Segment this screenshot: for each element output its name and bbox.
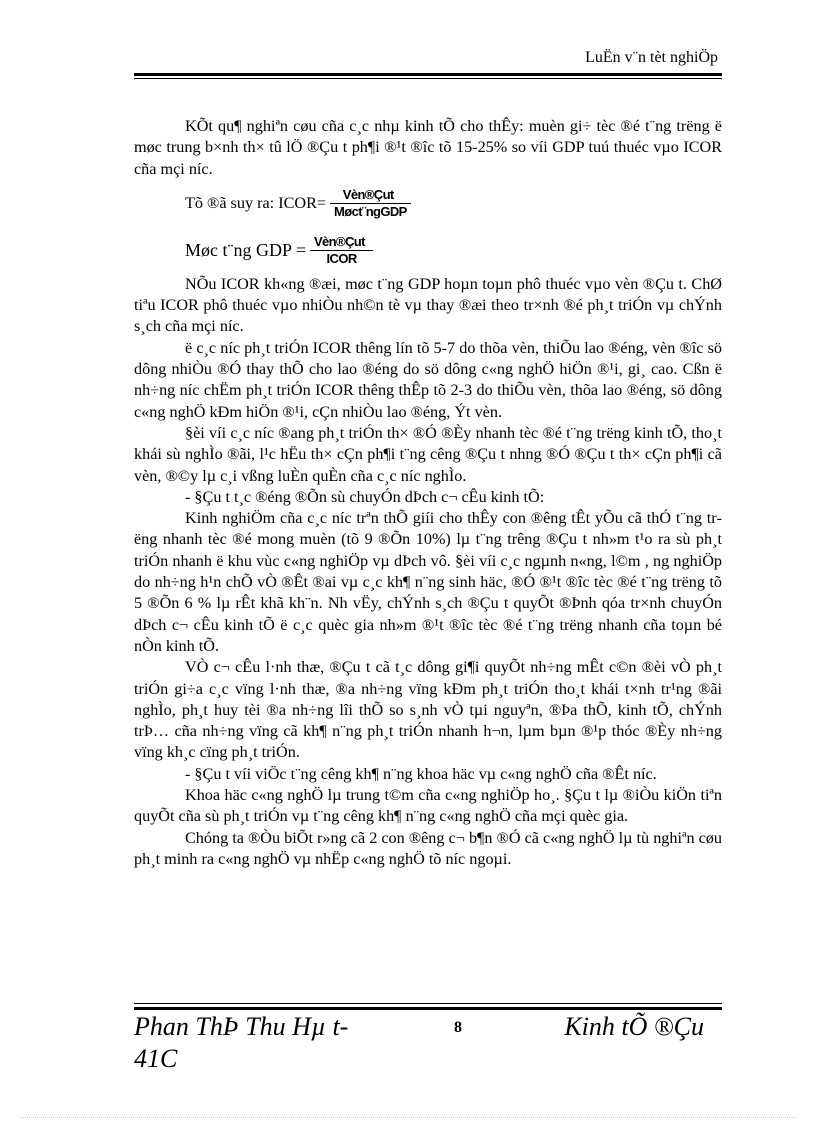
footer [134, 1011, 722, 1081]
paragraph-4: §èi víi c¸c níc ®ang ph¸t triÓn th× ®Ó ®Èy nhanh tèc ®é t¨ng trëng kinh tÕ, tho¸t khái sù nghÌo ®ãi, l¹c hËu th× cÇn ph¶i t¨ng cêng ®Çu t nhng ®Ó ®Çu t th× cÇn ph¶i cã vèn, ®©y lµ c¸i vßng luÈn quÈn cña c¸c níc nghÌo. [134, 423, 722, 485]
paragraph-5: Kinh nghiÖm cña c¸c níc trªn thÕ giíi cho thÊy con ®êng tÊt yÕu cã thÓ t¨ng trëng nhanh tèc ®é mong muèn (tõ 9 ®Õn 10%) lµ t¨ng trêng ®Çu t nh»m t¹o ra sù ph¸t triÓn nhanh ë khu vùc c«ng nghiÖp vµ dÞch vô. §èi víi c¸c ngµnh n«ng, l©m , ng nghiÖp do nh÷ng h¹n chÕ vÒ ®Êt ®ai vµ c¸c kh¶ n¨ng sinh häc, ®Ó ®¹t ®îc tèc ®é t¨ng trëng tõ 5 ®Õn 6 % lµ rÊt khã kh¨n. Nh vËy, chÝnh s¸ch ®Çu t quyÕt ®Þnh qóa tr×nh chuyÓn dÞch c¬ cÊu kinh tÕ ë c¸c quèc gia nh»m ®¹t ®îc tèc ®é t¨ng trëng nhanh cña toµn bé nÒn kinh tÕ. [134, 509, 722, 655]
formula-icor [185, 180, 722, 228]
page-number: 8 [454, 1019, 462, 1036]
formula-icor-fraction [330, 187, 411, 220]
paragraph-6: VÒ c¬ cÊu l·nh thæ, ®Çu t cã t¸c dông gi¶i quyÕt nh÷ng mÊt c©n ®èi vÒ ph¸t triÓn gi÷a c¸c vïng l·nh thæ, ®a nh÷ng vïng kÐm ph¸t triÓn tho¸t khái t×nh tr¹ng ®ãi nghÌo, ph¸t huy tèi ®a nh÷ng lîi thÕ so s¸nh vÒ tµi nguyªn, ®Þa thÕ, kinh tÕ, chÝnh trÞ… cña nh÷ng vïng cã kh¶ n¨ng ph¸t triÓn nhanh h¬n, lµm bµn ®¹p thóc ®Èy nh÷ng vïng kh¸c cïng ph¸t triÓn. [134, 658, 722, 762]
section-heading-technology: - §Çu t víi viÖc t¨ng cêng kh¶ n¨ng khoa häc vµ c«ng nghÖ cña ®Êt níc. [185, 764, 657, 783]
footer-rule-thin [134, 1003, 722, 1004]
paragraph-3: ë c¸c níc ph¸t triÓn ICOR thêng lín tõ 5-7 do thõa vèn, thiÕu lao ®éng, vèn ®îc sö dông nhiÒu ®Ó thay thÕ cho lao ®éng do sö dông c«ng nghÖ hiÖn ®¹i, gi¸ cao. Cßn ë nh÷ng níc chËm ph¸t triÓn ICOR thêng thÊp tõ 2-3 do thiÕu vèn, thõa lao ®éng, sö dông c«ng nghÖ kÐm hiÖn ®¹i, cÇn nhiÒu lao ®éng, Ýt vèn. [134, 338, 722, 421]
header-title: LuËn v¨n tèt nghiÖp [585, 49, 718, 66]
paragraph-2: NÕu ICOR kh«ng ®æi, møc t¨ng GDP hoµn toµn phô thuéc vµo vèn ®Çu t. ChØ tiªu ICOR phô thuéc vµo nhiÒu nh©n tè vµ thay ®æi theo tr×nh ®é ph¸t triÓn vµ chÝnh s¸ch cña mçi níc. [134, 274, 722, 336]
body-text [134, 116, 722, 870]
paragraph-1: KÕt qu¶ nghiªn cøu cña c¸c nhµ kinh tÕ cho thÊy: muèn gi÷ tèc ®é t¨ng trëng ë møc trung b×nh th× tû lÖ ®Çu t ph¶i ®¹t ®îc tõ 15-25% so víi GDP tuú thuéc vµo ICOR cña mçi níc. [134, 117, 722, 178]
paragraph-7: Khoa häc c«ng nghÖ lµ trung t©m cña c«ng nghiÖp ho¸. §Çu t lµ ®iÒu kiÖn tiªn quyÕt cña sù ph¸t triÓn vµ t¨ng cêng kh¶ n¨ng c«ng nghÖ cña mçi quèc gia. [134, 786, 722, 826]
footer-rule-thick [134, 1007, 722, 1010]
footer-department: Kinh tÕ ®Çu [564, 1012, 704, 1041]
formula-gdp-prefix: Møc t¨ng GDP = [185, 240, 306, 261]
formula-gdp-numerator: Vèn®Çut [313, 234, 365, 250]
formula-gdp-fraction [310, 234, 373, 267]
header-rule-thick [134, 73, 722, 76]
page-edge-dotted [20, 1117, 796, 1118]
paragraph-8: Chóng ta ®Òu biÕt r»ng cã 2 con ®êng c¬ b¶n ®Ó cã c«ng nghÖ lµ tù nghiªn cøu ph¸t minh ra c«ng nghÖ vµ nhËp c«ng nghÖ tõ níc ngoµi. [134, 828, 722, 868]
formula-icor-prefix: Tõ ®ã suy ra: ICOR= [185, 194, 327, 213]
footer-author: Phan ThÞ Thu Hµ t-41C [134, 1012, 349, 1073]
section-heading-structure: - §Çu t t¸c ®éng ®Õn sù chuyÓn dÞch c¬ cÊu kinh tÕ: [185, 487, 545, 506]
formula-icor-numerator: Vèn®Çut [342, 187, 394, 203]
header-rule-thin [134, 78, 722, 79]
formula-icor-denominator: Møct¨ngGDP [334, 204, 407, 220]
formula-gdp-denominator: ICOR [326, 251, 357, 267]
formula-gdp [185, 228, 722, 274]
